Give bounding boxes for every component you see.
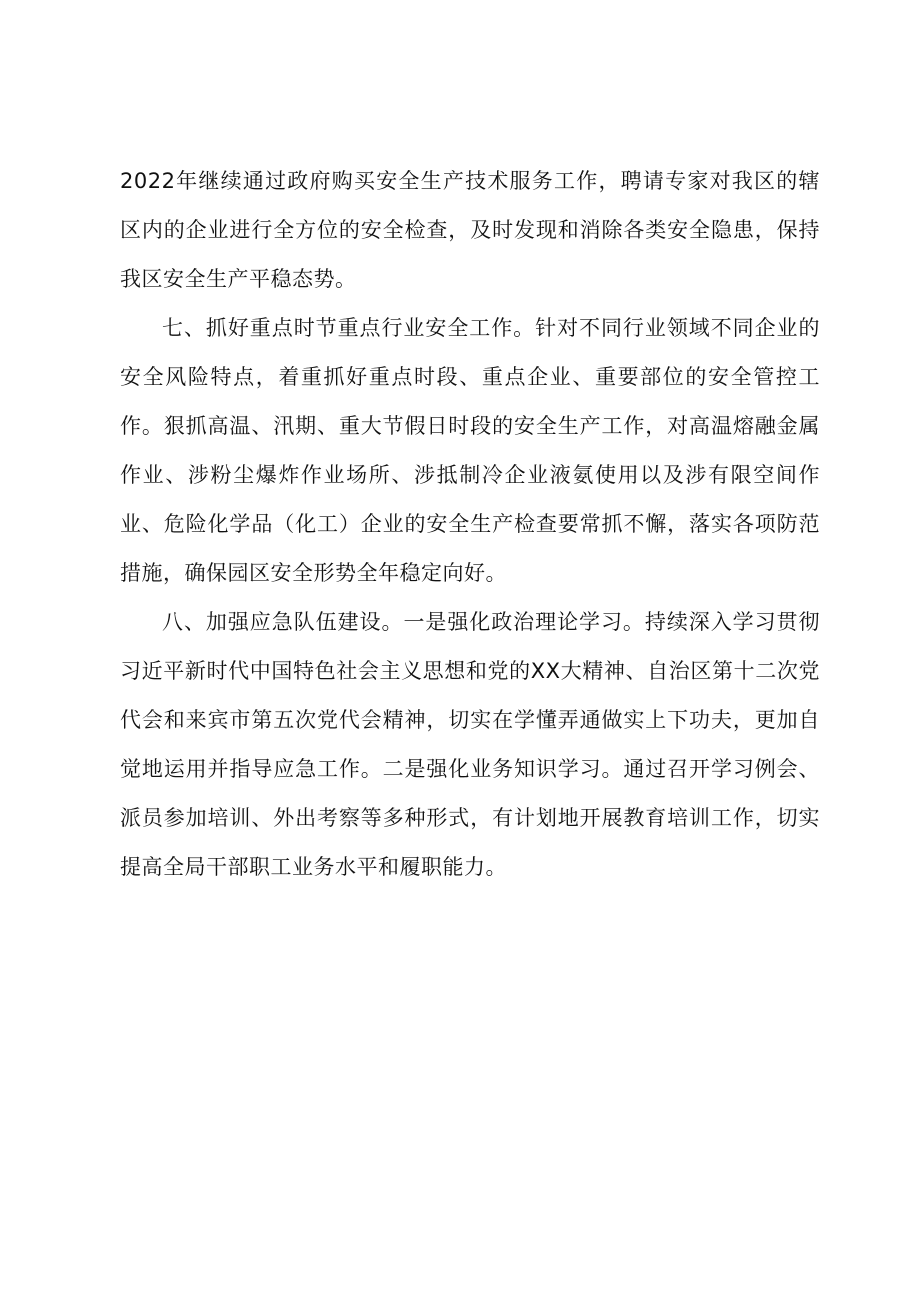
paragraph-text: 针对不同行业领域不同企业的安全风险特点，着重抓好重点时段、重点企业、重要部位的安全管控工作。狠抓高温、汛期、重大节假日时段的安全生产工作，对高温熔融金属作业、涉粉尘爆炸作业场所、涉抵制冷企业液氨使用以及涉有限空间作业、危险化学品（化工）企业的安全生产检查要常抓不懈，落实各项防范措施，确保园区安全形势全年稳定向好。 bbox=[120, 316, 821, 585]
paragraph-text: 一是强化政治理论学习。持续深入学习贯彻习近平新时代中国特色社会主义思想和党的XX大精神、自治区第十二次党代会和来宾市第五次党代会精神，切实在学懂弄通做实上下功夫，更加自觉地运用并指导应急工作。二是强化业务知识学习。通过召开学习例会、派员参加培训、外出考察等多种形式，有计划地开展教育培训工作，切实提高全局干部职工业务水平和履职能力。 bbox=[120, 610, 821, 879]
section-heading: 七、抓好重点时节重点行业安全工作。 bbox=[162, 316, 536, 340]
section-heading: 八、加强应急队伍建设。 bbox=[162, 610, 404, 634]
paragraph-section-7 bbox=[120, 304, 820, 598]
document-body bbox=[120, 157, 820, 892]
paragraph-section-8 bbox=[120, 598, 820, 892]
paragraph-continuation bbox=[120, 157, 820, 304]
paragraph-text: 2022年继续通过政府购买安全生产技术服务工作，聘请专家对我区的辖区内的企业进行全方位的安全检查，及时发现和消除各类安全隐患，保持我区安全生产平稳态势。 bbox=[120, 169, 820, 291]
